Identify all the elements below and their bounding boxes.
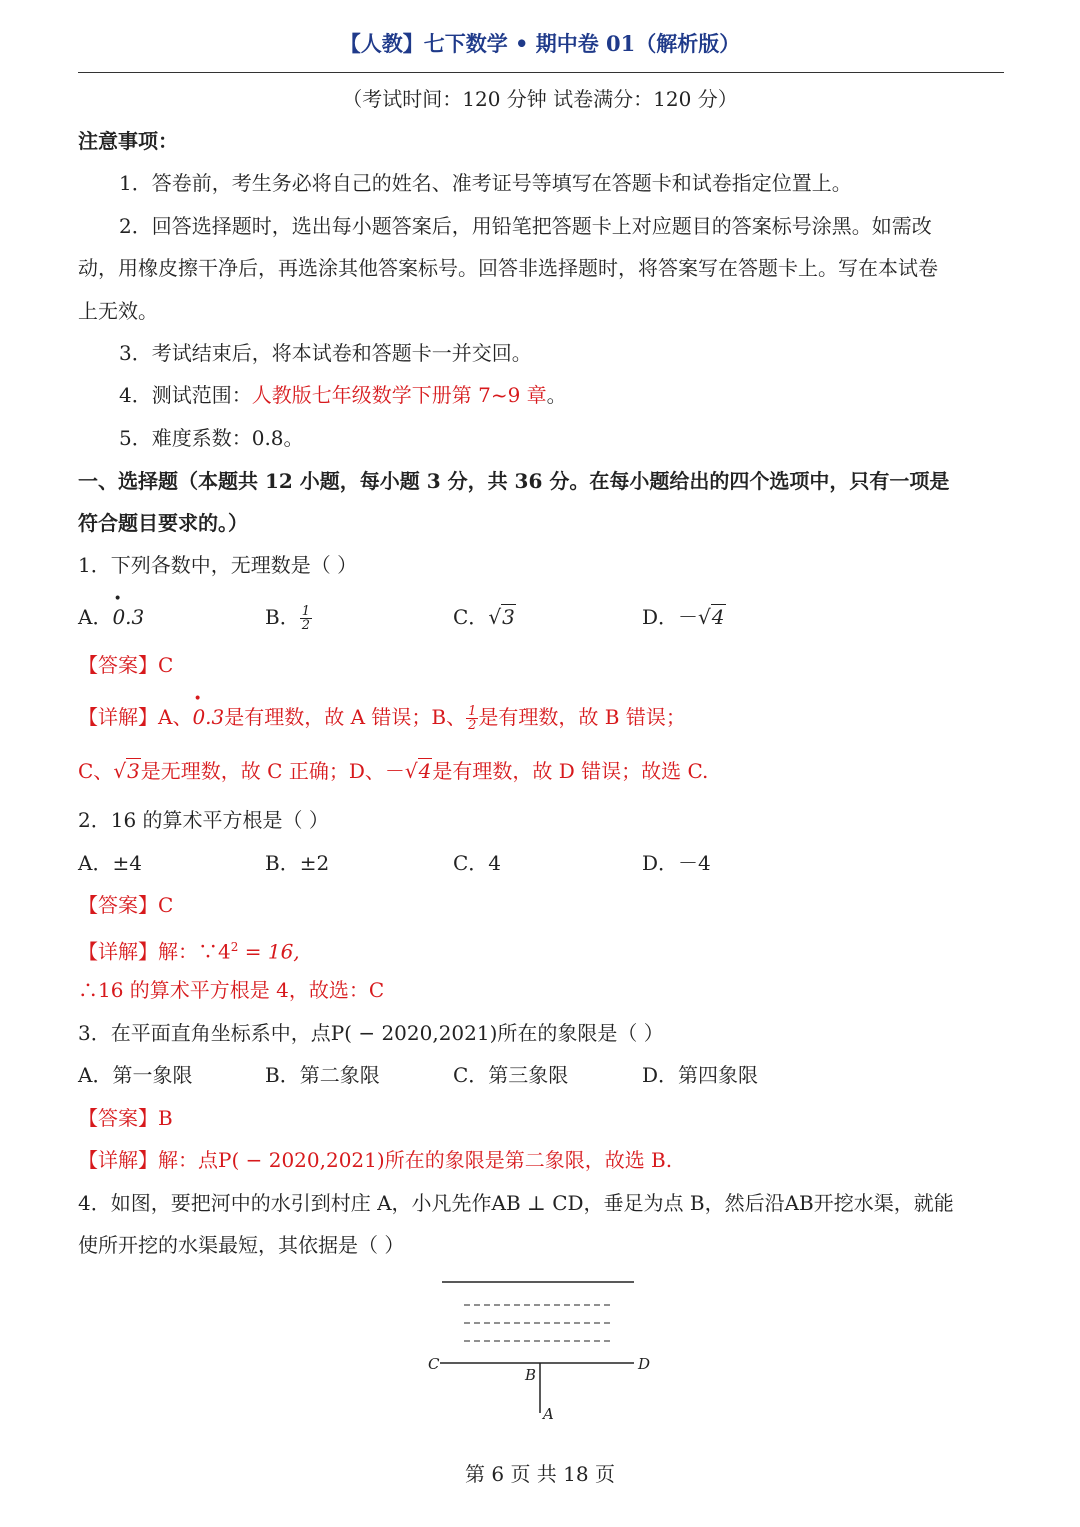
note-4-suffix: 。 — [546, 383, 567, 407]
note-4-scope: 人教版七年级数学下册第 7~9 章 — [251, 383, 547, 407]
q1-detail-line-2 — [78, 756, 1004, 786]
note-4-prefix: 4．测试范围： — [119, 383, 252, 407]
q1-stem: 1．下列各数中，无理数是（ ） — [78, 553, 358, 577]
q2-detail-line-1 — [78, 932, 1004, 967]
q1-option-d-sign: － — [678, 605, 699, 629]
q2-detail-text: 【详解】解：∵4 — [78, 939, 231, 964]
q1-option-d — [642, 602, 726, 632]
q1-option-d-label: D． — [642, 605, 679, 629]
q1-detail-fraction — [466, 705, 478, 732]
q1-detail-d-text: 是有理数，故 D 错误；故选 C. — [432, 759, 709, 783]
q1-answer: 【答案】C — [78, 653, 174, 677]
header-rule — [78, 72, 1004, 73]
q3-option-c: C．第三象限 — [453, 1063, 569, 1087]
q2-option-b: B．±2 — [265, 851, 330, 875]
q1-option-a-label: A． — [78, 605, 113, 629]
label-a: A — [543, 1405, 554, 1423]
page-header-title: 【人教】七下数学 • 期中卷 01（解析版） — [339, 31, 741, 56]
label-b: B — [525, 1366, 537, 1384]
q2-detail-line-2: ∴16 的算术平方根是 4，故选：C — [78, 978, 385, 1002]
q1-option-d-radicand: 4 — [711, 605, 725, 629]
q3-option-a: A．第一象限 — [78, 1063, 193, 1087]
q2-answer: 【答案】C — [78, 893, 174, 917]
label-c: C — [428, 1355, 440, 1373]
q1-detail-radicand-3: 3 — [127, 759, 140, 783]
note-2-line-1: 2．回答选择题时，选出每小题答案后，用铅笔把答题卡上对应题目的答案标号涂黑。如需改 — [119, 214, 932, 238]
q1-detail-c-text: 是无理数，故 C 正确；D、－ — [140, 759, 405, 783]
q1-detail-radicand-4: 4 — [418, 759, 432, 783]
q3-option-d: D．第四象限 — [642, 1063, 759, 1087]
q1-option-c-radicand: 3 — [502, 605, 515, 629]
q1-option-b-fraction — [300, 605, 312, 632]
q1-option-b-label: B． — [265, 605, 300, 629]
note-2-line-3: 上无效。 — [78, 299, 158, 323]
q3-answer: 【答案】B — [78, 1106, 173, 1130]
label-d: D — [638, 1355, 651, 1373]
q2-stem: 2．16 的算术平方根是（ ） — [78, 808, 329, 832]
q1-detail-denominator: 2 — [468, 718, 477, 733]
q1-detail-prefix: 【详解】A、 — [78, 705, 193, 729]
q3-detail: 【详解】解：点P( − 2020,2021)所在的象限是第二象限，故选 B. — [78, 1148, 673, 1172]
q3-option-b: B．第二象限 — [265, 1063, 380, 1087]
note-1: 1．答卷前，考生务必将自己的姓名、准考证号等填写在答题卡和试卷指定位置上。 — [119, 171, 852, 195]
page-footer: 第 6 页 共 18 页 — [465, 1462, 615, 1486]
q3-stem: 3．在平面直角坐标系中，点P( − 2020,2021)所在的象限是（ ） — [78, 1021, 664, 1045]
q2-detail-exponent: 2 — [230, 940, 239, 954]
q1-detail-line-1 — [78, 702, 1004, 732]
notes-heading: 注意事项： — [78, 129, 178, 153]
q4-figure — [420, 1270, 670, 1430]
q1-detail-text-a: 是有理数，故 A 错误；B、 — [224, 705, 467, 729]
q1-option-b-denominator: 2 — [301, 618, 310, 633]
note-2-line-2: 动，用橡皮擦干净后，再选涂其他答案标号。回答非选择题时，将答案写在答题卡上。写在本试卷 — [78, 256, 938, 280]
q1-detail-c-prefix: C、 — [78, 759, 114, 783]
q1-detail-numerator: 1 — [468, 704, 477, 719]
q1-detail-repeating-decimal: • 0.3 — [192, 702, 224, 732]
exam-info: （考试时间：120 分钟 试卷满分：120 分） — [342, 87, 738, 111]
q1-option-b — [265, 602, 312, 632]
note-3: 3．考试结束后，将本试卷和答题卡一并交回。 — [119, 341, 532, 365]
note-4 — [119, 380, 1004, 410]
q1-option-a-value: • 0.3 — [112, 602, 144, 632]
q1-option-c — [453, 602, 516, 632]
q1-detail-sqrt-4: √4 — [404, 759, 432, 783]
q1-option-c-sqrt: √3 — [488, 605, 515, 629]
q2-option-c: C．4 — [453, 851, 502, 875]
section-1-heading-line-1: 一、选择题（本题共 12 小题，每小题 3 分，共 36 分。在每小题给出的四个选项中，只有一项是 — [78, 469, 950, 493]
q4-stem-line-2: 使所开挖的水渠最短，其依据是（ ） — [78, 1233, 405, 1257]
note-5: 5．难度系数：0.8。 — [119, 426, 304, 450]
q1-option-a — [78, 602, 144, 632]
q4-stem-line-1: 4．如图，要把河中的水引到村庄 A，小凡先作AB ⊥ CD，垂足为点 B，然后沿AB开挖水渠，就能 — [78, 1191, 954, 1215]
q2-option-a: A．±4 — [78, 851, 142, 875]
q1-option-d-sqrt: √4 — [698, 605, 725, 629]
q1-option-b-numerator: 1 — [301, 604, 310, 619]
q1-detail-sqrt-3: √3 — [113, 759, 140, 783]
q2-detail-result: = 16, — [238, 939, 300, 964]
q1-option-c-label: C． — [453, 605, 489, 629]
section-1-heading-line-2: 符合题目要求的。） — [78, 511, 248, 535]
q2-option-d: D．－4 — [642, 851, 711, 875]
q1-detail-text-b: 是有理数，故 B 错误； — [478, 705, 686, 729]
